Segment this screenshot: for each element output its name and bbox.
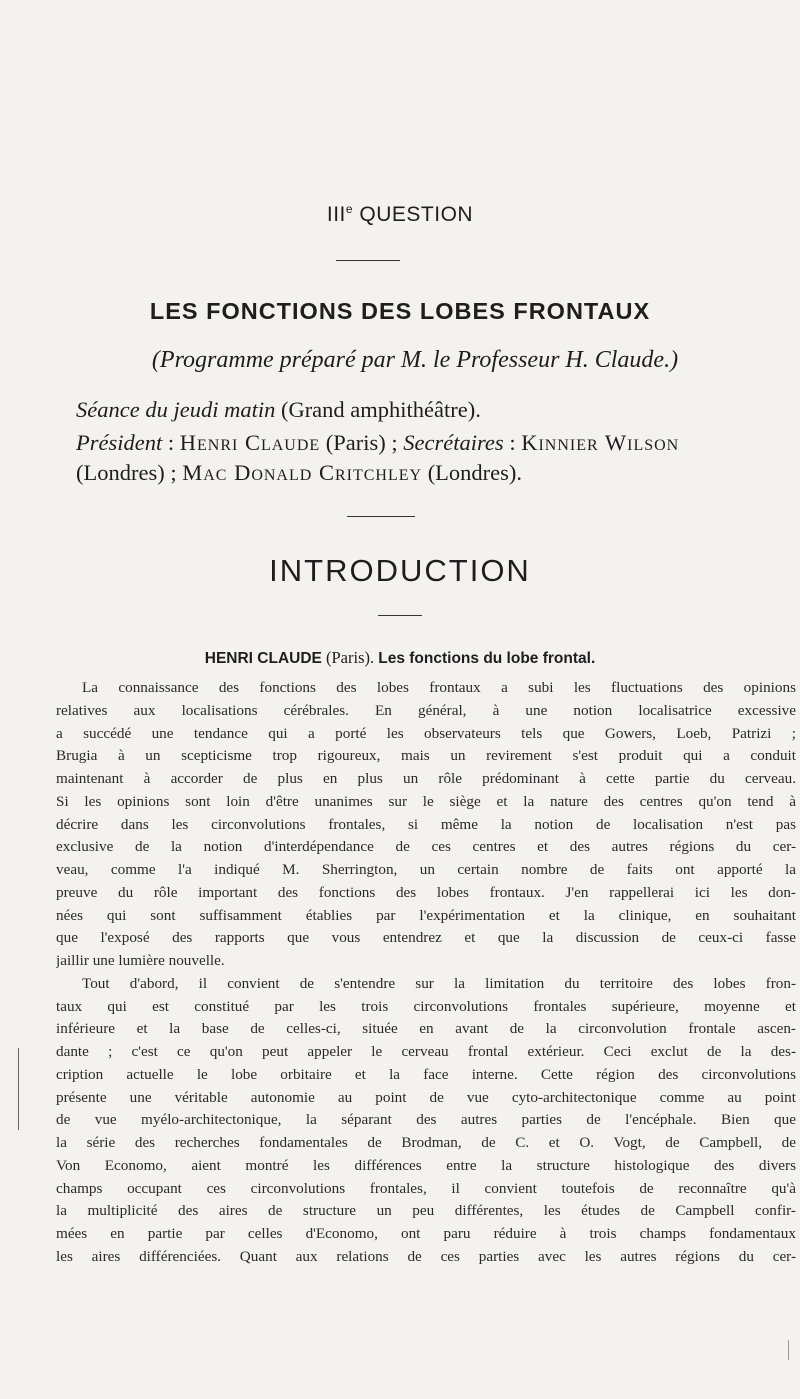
- secretaires-line: [76, 460, 796, 486]
- text-line: maintenant à accorder de plus en plus un rôle prédominant à cette partie du cerveau.: [56, 770, 796, 787]
- secretaire-name-2: Mac Donald Critchley: [182, 460, 423, 485]
- divider-rule: [378, 615, 422, 616]
- president-label: Président: [76, 430, 163, 455]
- text-line: Si les opinions sont loin d'être unanimes sur le siège et la nature des centres qu'on tend à: [56, 792, 796, 810]
- separator: :: [162, 430, 180, 455]
- seance-label: Séance du jeudi matin: [76, 397, 276, 422]
- seance-location: (Grand amphithéâtre).: [275, 397, 481, 422]
- divider-rule: [347, 516, 415, 517]
- programme-note: (Programme préparé par M. le Professeur H. Claude.): [151, 347, 679, 373]
- text-line: Von Economo, aient montré les différences entre la structure histologique des divers: [56, 1156, 796, 1174]
- margin-pencil-mark: [18, 1048, 19, 1130]
- body-paragraphs: [56, 677, 796, 1269]
- text-line: de vue myélo-architectonique, la séparant des autres parties de l'encéphale. Bien que: [56, 1111, 796, 1129]
- president-name: Henri Claude: [179, 430, 321, 455]
- introduction-heading: INTRODUCTION: [269, 553, 531, 588]
- margin-tick-mark: [788, 1340, 789, 1360]
- president-line: [76, 430, 796, 456]
- president-city: (Paris) ;: [320, 430, 404, 455]
- seance-line: [76, 397, 796, 423]
- text-line: présente une véritable autonomie au point de vue cyto-architectonique comme au point: [56, 1088, 796, 1106]
- secretaire-city-1: (Londres) ;: [76, 460, 183, 485]
- question-number: III: [326, 203, 346, 226]
- text-line: la série des recherches fondamentales de Brodman, de C. et O. Vogt, de Campbell, de: [56, 1134, 796, 1151]
- secretaire-city-2: (Londres).: [422, 460, 523, 485]
- text-line: champs occupant ces circonvolutions frontales, il convient toutefois de reconnaître qu'à: [56, 1179, 796, 1197]
- secretaire-name-1: Kinnier Wilson: [521, 430, 680, 455]
- text-line: que l'exposé des rapports que vous entendrez et que la discussion de ceux-ci fasse: [56, 929, 796, 947]
- text-line: inférieure et la base de celles-ci, située en avant de la circonvolution frontale ascen-: [56, 1020, 796, 1038]
- text-line: cription actuelle le lobe orbitaire et la face interne. Cette région des circonvolutions: [56, 1065, 796, 1083]
- text-line: veau, comme l'a indiqué M. Sherrington, un certain nombre de faits ont apporté la: [56, 861, 796, 878]
- secretaires-label: Secrétaires: [403, 430, 504, 455]
- main-title: LES FONCTIONS DES LOBES FRONTAUX: [149, 298, 651, 324]
- author-subject: Les fonctions du lobe frontal.: [378, 650, 596, 667]
- separator: :: [503, 430, 522, 455]
- divider-rule: [336, 260, 400, 261]
- text-line: Tout d'abord, il convient de s'entendre sur la limitation du territoire des lobes fron-: [82, 974, 796, 992]
- text-line: exclusive de la notion d'interdépendance de ces centres et des autres régions du cer-: [56, 838, 796, 856]
- text-line: jaillir une lumière nouvelle.: [56, 952, 225, 969]
- text-line: les aires différenciées. Quant aux relations de ces parties avec les autres régions du cer-: [56, 1247, 796, 1265]
- author-city: (Paris).: [321, 648, 379, 667]
- text-line: a succédé une tendance qui a porté les observateurs tels que Gowers, Loeb, Patrizi ;: [56, 724, 796, 742]
- author-name: HENRI CLAUDE: [204, 650, 322, 667]
- author-heading: [0, 648, 800, 668]
- question-ordinal: e: [345, 202, 354, 216]
- text-line: preuve du rôle important des fonctions des lobes frontaux. J'en rappellerai ici les don-: [56, 883, 796, 901]
- text-line: la multiplicité des aires de structure un peu différentes, les études de Campbell confir-: [56, 1202, 796, 1220]
- text-line: nées qui sont suffisamment établies par l'expérimentation et la clinique, en souhaitant: [56, 906, 796, 924]
- question-word: QUESTION: [359, 203, 474, 226]
- text-line: Brugia à un scepticisme trop rigoureux, mais un revirement s'est produit qui a conduit: [56, 747, 796, 765]
- text-line: La connaissance des fonctions des lobes frontaux a subi les fluctuations des opinions: [82, 679, 796, 696]
- text-line: décrire dans les circonvolutions frontales, si même la notion de localisation n'est pas: [56, 815, 796, 833]
- question-heading: [0, 202, 800, 227]
- text-line: dante ; c'est ce qu'on peut appeler le cerveau frontal extérieur. Ceci exclut de la des-: [56, 1043, 796, 1060]
- text-line: relatives aux localisations cérébrales. En général, à une notion localisatrice excessive: [56, 701, 796, 719]
- text-line: taux qui est constitué par les trois circonvolutions frontales supérieure, moyenne et: [56, 997, 796, 1015]
- text-line: mées en partie par celles d'Economo, ont paru réduire à trois champs fondamentaux: [56, 1225, 796, 1242]
